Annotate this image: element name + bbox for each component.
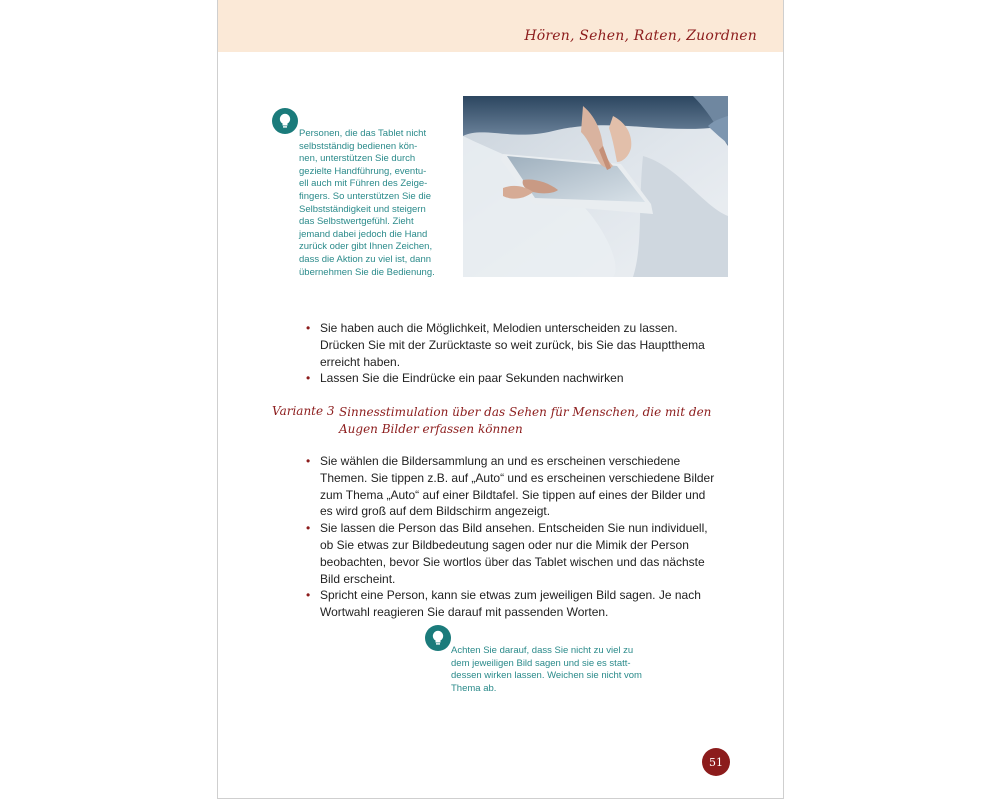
tip-line: fingers. So unterstützen Sie die [299,190,432,202]
tip-box-nicht-zu-viel [451,645,666,695]
lightbulb-icon [425,625,451,651]
list-item: • Sie wählen die Bildersammlung an und es erscheinen verschiedene Themen. Sie tippen z.B. auf „Auto“ und es erscheinen verschiedene Bilder zum Thema „Auto“ auf einer Bildtafel. Sie tippen auf eines der Bilder und es wird groß auf dem Bildschirm angezeigt. [306,453,718,520]
tip-line: nen, unterstützen Sie durch [299,153,416,165]
hands-on-tablet-photo [463,96,728,277]
list-item: • Spricht eine Person, kann sie etwas zum jeweiligen Bild sagen. Je nach Wortwahl reagieren Sie darauf mit passenden Worten. [306,587,718,621]
tip-line: übernehmen Sie die Bedienung. [299,266,435,278]
tip-line: das Selbstwertgefühl. Zieht [299,216,414,228]
tip-line: dessen wirken lassen. Weichen sie nicht vom [451,670,642,682]
tip-line: Selbstständigkeit und steigern [299,203,426,215]
tip-line: jemand dabei jedoch die Hand [299,228,428,240]
variant-label: Variante 3 [272,404,335,418]
bullet-list-top [306,320,718,387]
chapter-title: Hören, Sehen, Raten, Zuordnen [524,28,757,44]
tip-line: zurück oder gibt Ihnen Zeichen, [299,241,433,253]
lightbulb-icon [272,108,298,134]
tip-line: dem jeweiligen Bild sagen und sie es statt- [451,657,631,669]
variant-title: Sinnesstimulation über das Sehen für Menschen, die mit den Augen Bilder erfassen können [339,405,712,436]
list-item: • Sie lassen die Person das Bild ansehen. Entscheiden Sie nun individuell, ob Sie etwas zur Bildbedeutung sagen oder nur die Mimik der Person beobachten, bevor Sie wortlos über das Tablet wischen und das nächste Bild erscheint. [306,520,718,587]
tip-line: dass die Aktion zu viel ist, dann [299,253,432,265]
book-page [217,0,784,799]
tip-line: Achten Sie darauf, dass Sie nicht zu viel zu [451,645,634,656]
page-number: 51 [702,748,730,776]
list-item: • Lassen Sie die Eindrücke ein paar Sekunden nachwirken [306,370,718,387]
tip-box-handfuehrung [299,128,459,279]
bullet-list-bottom [306,453,718,621]
header-band [218,0,783,52]
tip-line: selbstständig bedienen kön- [299,140,418,152]
tip-line: Personen, die das Tablet nicht [299,128,427,139]
tip-line: Thema ab. [451,682,497,694]
list-item: • Sie haben auch die Möglichkeit, Melodien unterscheiden zu lassen. Drücken Sie mit der Zurücktaste so weit zurück, bis Sie das Hauptthema erreicht haben. [306,320,718,370]
tip-line: gezielte Handführung, eventu- [299,165,427,177]
tip-line: ell auch mit Führen des Zeige- [299,178,428,190]
